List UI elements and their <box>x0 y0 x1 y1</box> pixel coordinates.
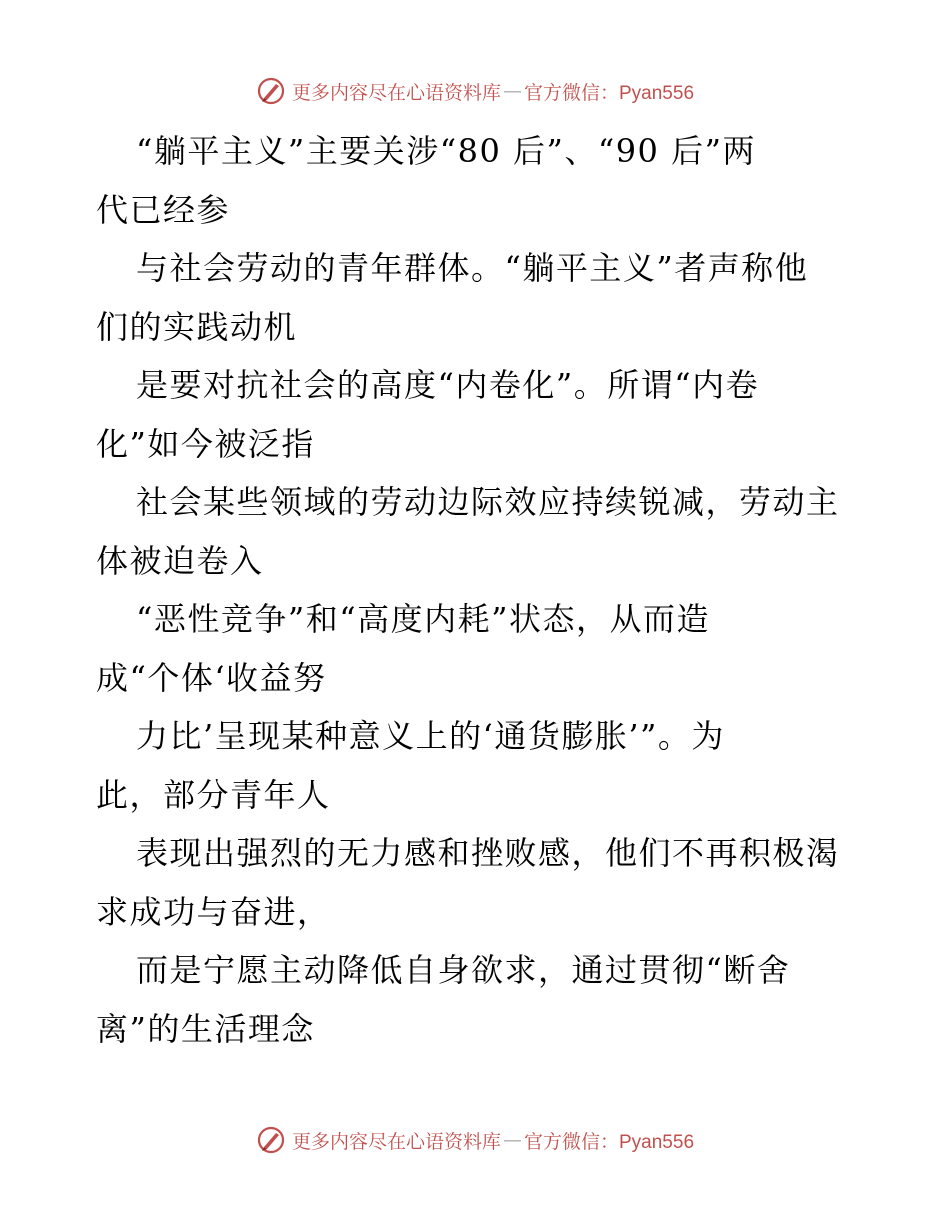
header-watermark <box>0 71 950 111</box>
body-line: 们的实践动机 <box>96 307 298 346</box>
watermark-dash: — <box>503 80 522 102</box>
body-line: 此，部分青年人 <box>96 775 331 814</box>
body-line: 化”如今被泛指 <box>96 424 315 463</box>
body-line: 而是宁愿主动降低自身欲求，通过贯彻“断舍 <box>136 951 791 989</box>
watermark-wechat: 官方微信：Pyan556 <box>524 1131 695 1153</box>
body-line: 力比’呈现某种意义上的‘通货膨胀’”。为 <box>136 717 725 755</box>
body-line: 社会某些领域的劳动边际效应持续锐减，劳动主 <box>136 483 840 521</box>
quill-pen-logo-icon <box>256 76 286 106</box>
footer-watermark <box>0 1120 950 1160</box>
watermark-text: 更多内容尽在心语资料库 <box>291 81 501 104</box>
quill-pen-logo-icon <box>256 1125 286 1155</box>
document-body <box>96 122 876 1058</box>
body-line: 体被迫卷入 <box>96 541 264 580</box>
body-line: 离”的生活理念 <box>96 1009 315 1048</box>
body-line: “恶性竞争”和“高度内耗”状态，从而造 <box>136 600 710 638</box>
watermark-wechat: 官方微信：Pyan556 <box>524 82 695 104</box>
body-line: 成“个体‘收益努 <box>96 658 327 697</box>
body-line: 与社会劳动的青年群体。“躺平主义”者声称他 <box>136 249 809 287</box>
body-line: 代已经参 <box>96 190 231 229</box>
watermark-dash: — <box>503 1129 522 1151</box>
watermark-text: 更多内容尽在心语资料库 <box>291 1130 501 1153</box>
body-line: “躺平主义”主要关涉“80 后”、“90 后”两 <box>136 132 756 170</box>
body-line: 求成功与奋进， <box>96 892 331 931</box>
body-line: 是要对抗社会的高度“内卷化”。所谓“内卷 <box>136 366 760 404</box>
body-line: 表现出强烈的无力感和挫败感，他们不再积极渴 <box>136 834 840 872</box>
